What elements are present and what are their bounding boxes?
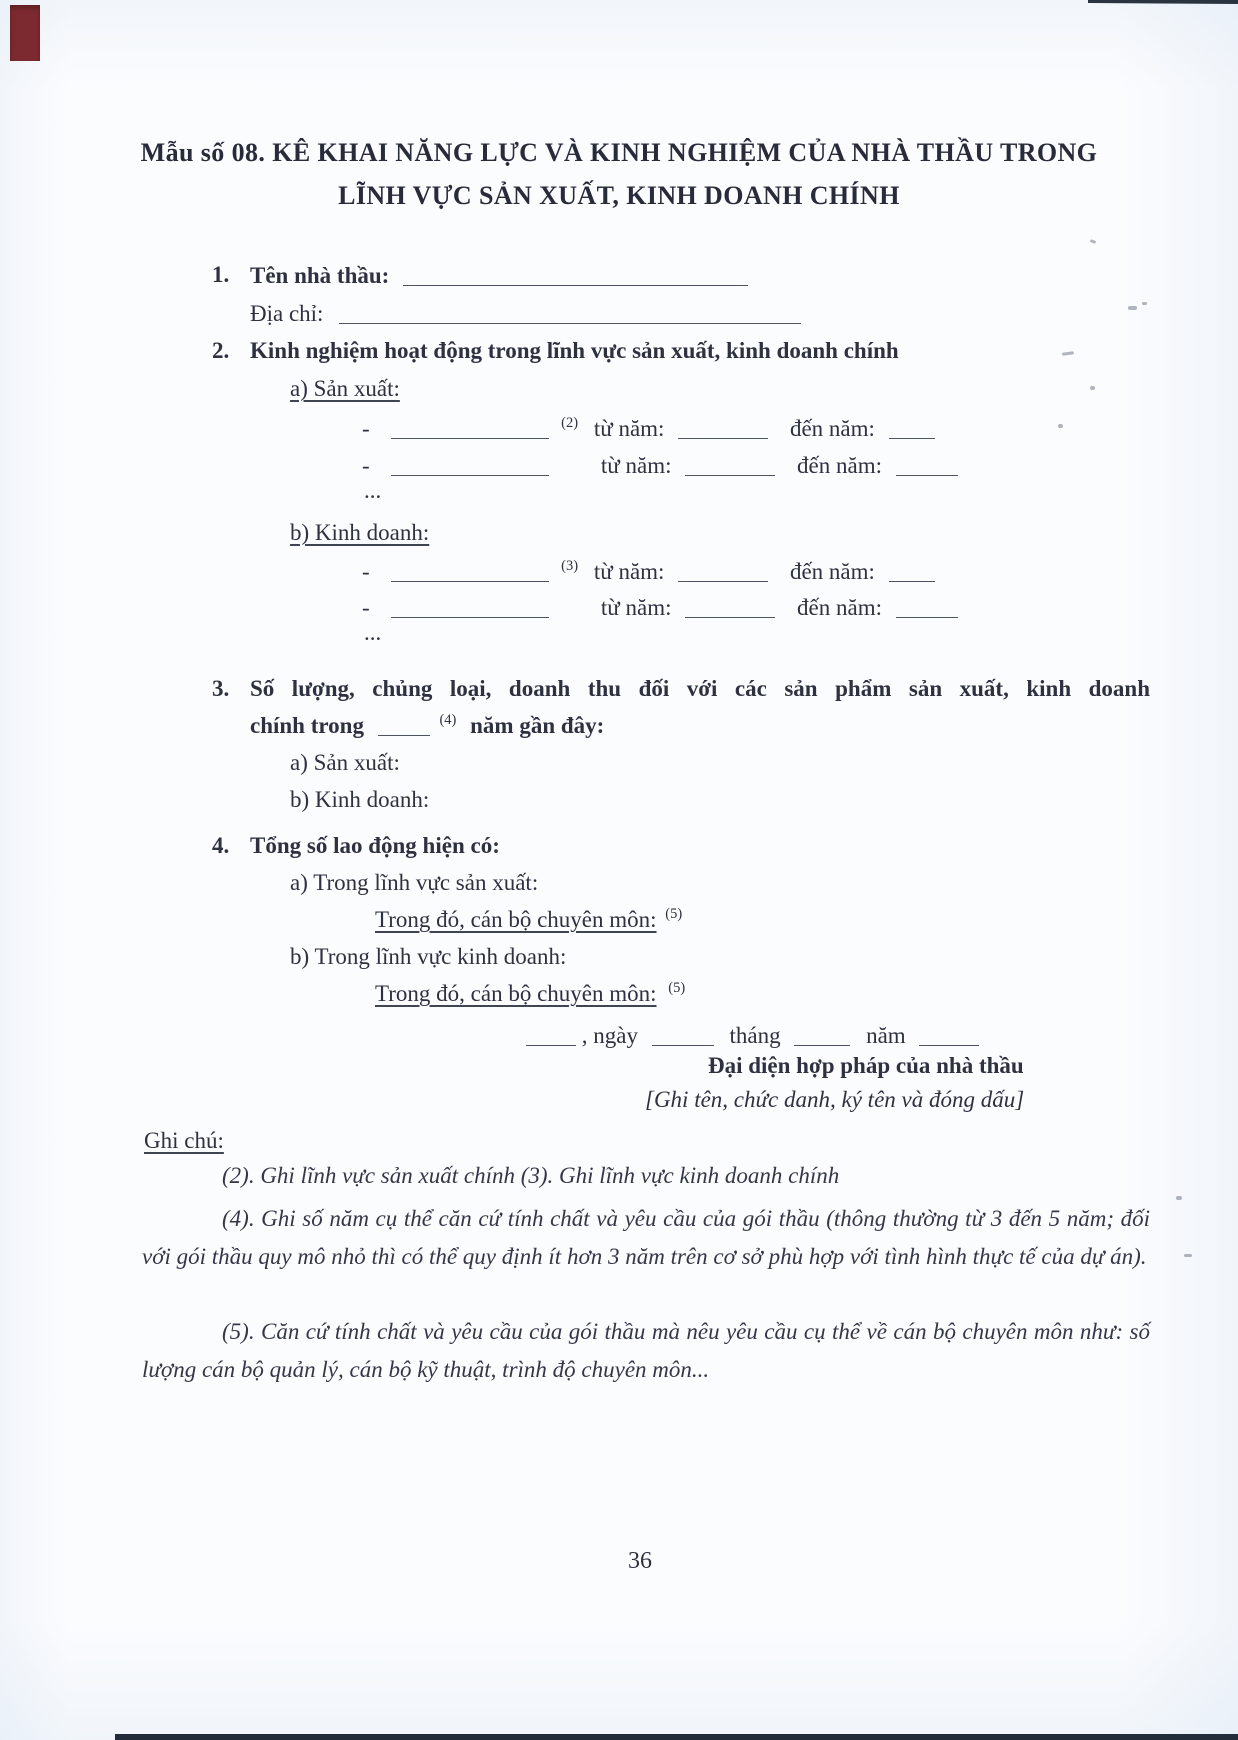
scan-speck: [1062, 351, 1074, 356]
legal-representative-title: Đại diện hợp pháp của nhà thầu: [708, 1053, 1024, 1078]
row-field-blank: [391, 452, 549, 476]
date-line: [526, 1022, 979, 1049]
experience-row: [362, 558, 935, 585]
field-contractor-name: [250, 262, 748, 289]
item3-heading-line1: Số lượng, chủng loại, doanh thu đối với các sản phẩm sản xuất, kinh doanh: [250, 676, 1150, 701]
row-dash: -: [362, 453, 370, 478]
to-year-label: đến năm:: [797, 595, 882, 620]
scan-speck: [1090, 386, 1095, 390]
scan-speck: [1058, 424, 1063, 428]
scan-speck: [1128, 306, 1137, 310]
item3-number: 3.: [212, 676, 230, 701]
scan-edge-bottom: [115, 1734, 1238, 1740]
row-field-blank: [391, 558, 549, 582]
ellipsis-row: ...: [364, 478, 382, 503]
item3-heading-line2-end: năm gần đây:: [470, 713, 605, 738]
scan-speck: [1142, 302, 1147, 305]
item2-sub-a-heading: a) Sản xuất:: [290, 376, 400, 401]
from-year-blank: [678, 415, 768, 439]
item3-heading-line2: [250, 712, 604, 739]
from-year-label: từ năm:: [593, 559, 665, 584]
specialist-staff-label: Trong đó, cán bộ chuyên môn:: [375, 981, 657, 1006]
notes-heading: Ghi chú:: [144, 1128, 224, 1153]
experience-row: [362, 452, 958, 479]
contractor-name-blank: [403, 262, 748, 286]
day-label: , ngày: [581, 1023, 638, 1048]
item1-number: 1.: [212, 262, 230, 287]
page-number: 36: [628, 1548, 652, 1574]
year-blank: [919, 1022, 979, 1046]
years-count-blank: [378, 712, 430, 736]
scan-speck: [1184, 1254, 1192, 1257]
from-year-label: từ năm:: [600, 595, 672, 620]
item2-sub-b-heading: b) Kinh doanh:: [290, 520, 430, 545]
scan-speck: [1090, 239, 1097, 244]
to-year-label: đến năm:: [797, 453, 882, 478]
from-year-blank: [685, 452, 775, 476]
to-year-blank: [896, 452, 958, 476]
row-dash: -: [362, 595, 370, 620]
item3-heading-line2-start: chính trong: [250, 713, 364, 738]
to-year-blank: [889, 558, 935, 582]
row-dash: -: [362, 416, 370, 441]
specialist-staff-label: Trong đó, cán bộ chuyên môn:: [375, 907, 657, 932]
to-year-label: đến năm:: [789, 559, 875, 584]
row-field-blank: [391, 415, 549, 439]
row-dash: -: [362, 559, 370, 584]
note-5: (5). Căn cứ tính chất và yêu cầu của gói thầu mà nêu yêu cầu cụ thể về cán bộ chuyên môn như: số lượng cán bộ quản lý, cán bộ kỹ thuật, trình độ chuyên môn...: [142, 1319, 1150, 1382]
to-year-blank: [896, 594, 958, 618]
item4-detail-a: [375, 906, 682, 933]
scan-edge-top-right: [1088, 0, 1238, 4]
item4-heading: Tổng số lao động hiện có:: [250, 833, 500, 858]
item4-sub-b: b) Trong lĩnh vực kinh doanh:: [290, 944, 567, 969]
note-4: (4). Ghi số năm cụ thể căn cứ tính chất và yêu cầu của gói thầu (thông thường từ 3 đến 5 năm; đối với gói thầu quy mô nhỏ thì có thể quy định ít hơn 3 năm trên cơ sở phù hợp với tình hình thực tế của dự án).: [142, 1206, 1150, 1269]
experience-row: [362, 594, 958, 621]
from-year-blank: [685, 594, 775, 618]
footnote-ref-2: (2): [561, 415, 579, 431]
item2-heading: Kinh nghiệm hoạt động trong lĩnh vực sản xuất, kinh doanh chính: [250, 338, 899, 363]
field-address: [250, 300, 801, 327]
month-blank: [794, 1022, 850, 1046]
item3-sub-a: a) Sản xuất:: [290, 750, 400, 775]
footnote-ref-3: (3): [561, 558, 579, 574]
to-year-label: đến năm:: [789, 416, 875, 441]
row-field-blank: [391, 594, 549, 618]
item3-sub-b: b) Kinh doanh:: [290, 787, 430, 812]
scan-corner-mark: [10, 5, 40, 61]
item4-number: 4.: [212, 833, 230, 858]
ellipsis-row: ...: [364, 620, 382, 645]
signature-instruction: [Ghi tên, chức danh, ký tên và đóng dấu]: [645, 1087, 1025, 1112]
from-year-blank: [678, 558, 768, 582]
month-label: tháng: [729, 1023, 781, 1048]
experience-row: [362, 415, 935, 442]
item4-sub-a: a) Trong lĩnh vực sản xuất:: [290, 870, 539, 895]
item2-number: 2.: [212, 338, 230, 363]
address-label: Địa chỉ:: [250, 301, 324, 326]
from-year-label: từ năm:: [600, 453, 672, 478]
footnote-ref-5: (5): [668, 980, 686, 996]
footnote-ref-5: (5): [665, 906, 683, 922]
place-blank: [526, 1022, 576, 1046]
note-2-3: (2). Ghi lĩnh vực sản xuất chính (3). Ghi lĩnh vực kinh doanh chính: [222, 1163, 840, 1188]
to-year-blank: [889, 415, 935, 439]
item4-detail-b: [375, 980, 685, 1007]
form-title-line1: Mẫu số 08. KÊ KHAI NĂNG LỰC VÀ KINH NGHIỆM CỦA NHÀ THẦU TRONG: [140, 138, 1098, 167]
address-blank: [339, 300, 801, 324]
contractor-name-label: Tên nhà thầu:: [250, 263, 390, 288]
day-blank: [652, 1022, 714, 1046]
footnote-ref-4: (4): [439, 712, 457, 728]
year-label: năm: [866, 1023, 906, 1048]
from-year-label: từ năm:: [593, 416, 665, 441]
scan-speck: [1176, 1196, 1182, 1200]
form-title-line2: LĨNH VỰC SẢN XUẤT, KINH DOANH CHÍNH: [338, 181, 900, 210]
